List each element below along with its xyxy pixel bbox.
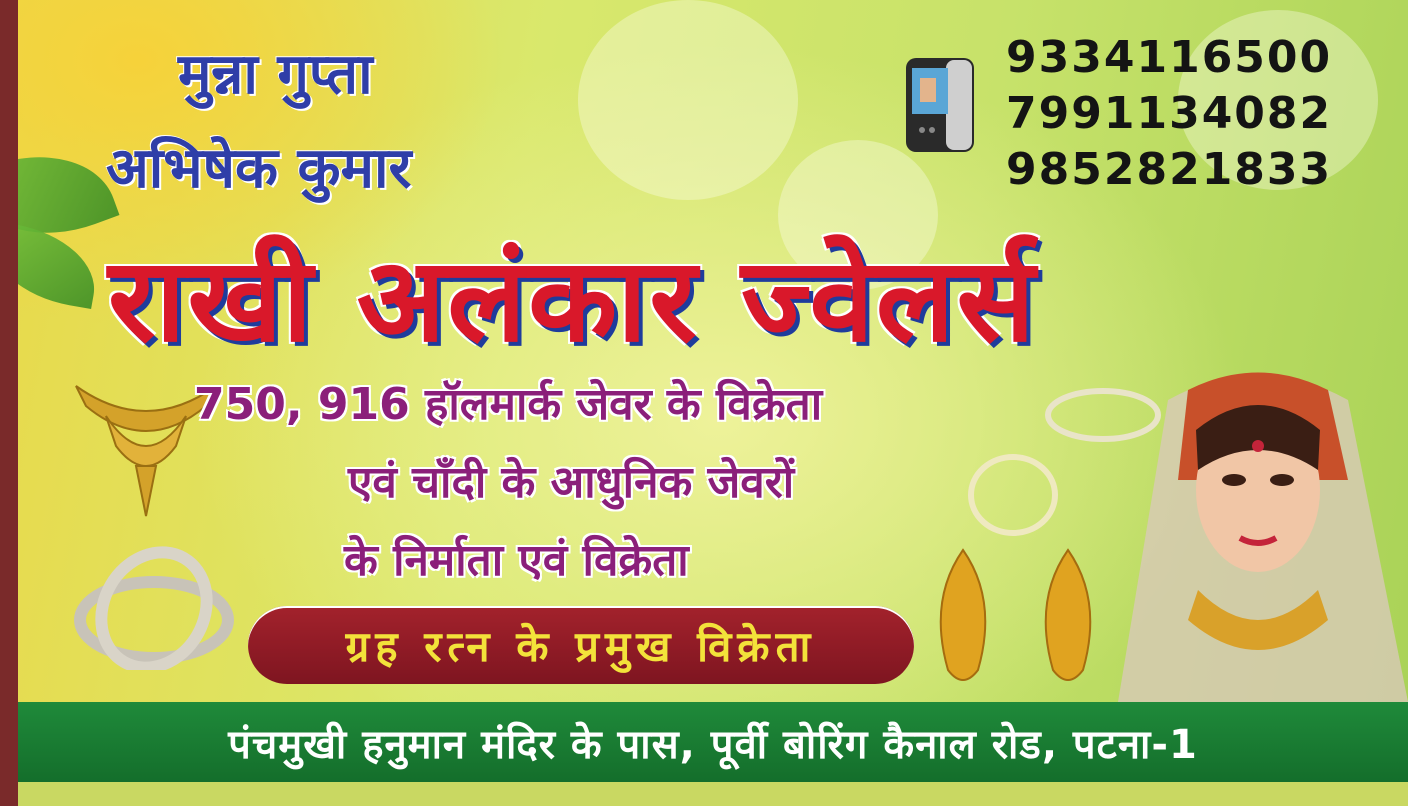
shop-title: राखी अलंकार ज्वेलर्स (108, 233, 1037, 368)
bottom-strip (18, 782, 1408, 806)
phone-number[interactable]: 9334116500 (1006, 32, 1333, 83)
mobile-phone-icon (900, 56, 980, 154)
owner-name: अभिषेक कुमार (106, 136, 412, 201)
description-line: 750, 916 हॉलमार्क जेवर के विक्रेता (194, 379, 823, 430)
phone-number[interactable]: 7991134082 (1006, 88, 1333, 139)
phone-list (1006, 30, 1332, 198)
owner-name: मुन्ना गुप्ता (178, 42, 373, 107)
address-text: पंचमुखी हनुमान मंदिर के पास, पूर्वी बोरिंग कैनाल रोड, पटना-1 (228, 721, 1198, 768)
earrings-image (918, 540, 1118, 690)
address-bar (18, 702, 1408, 782)
gemstone-banner (248, 606, 914, 684)
description-line: एवं चाँदी के आधुनिक जेवरों (348, 457, 795, 508)
ring-image (958, 440, 1068, 550)
leaf-decoration (18, 221, 103, 309)
bangles-image (74, 540, 234, 670)
bride-image (1108, 360, 1408, 702)
background-glow (578, 0, 798, 200)
gemstone-text: ग्रह रत्न के प्रमुख विक्रेता (345, 621, 817, 671)
phone-number[interactable]: 9852821833 (1006, 144, 1333, 195)
description-line: के निर्माता एवं विक्रेता (344, 535, 689, 586)
business-card (18, 0, 1408, 806)
